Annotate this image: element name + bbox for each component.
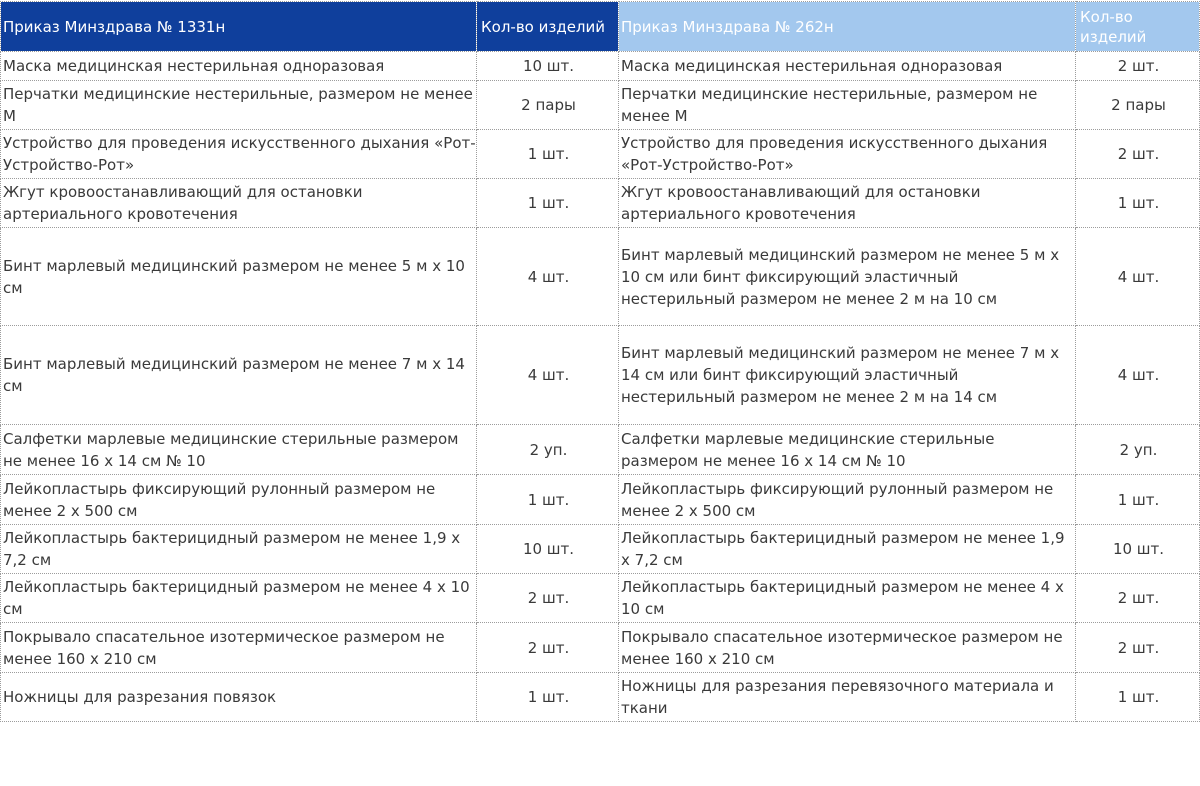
right-item-qty: 2 пары xyxy=(1076,81,1200,130)
left-item-name: Маска медицинская нестерильная одноразовая xyxy=(1,52,477,81)
right-item-qty: 4 шт. xyxy=(1076,326,1200,425)
right-item-qty: 2 шт. xyxy=(1076,623,1200,673)
right-item-name: Лейкопластырь бактерицидный размером не менее 4 х 10 см xyxy=(619,574,1076,623)
left-item-qty: 4 шт. xyxy=(477,326,619,425)
left-item-name: Перчатки медицинские нестерильные, размером не менее М xyxy=(1,81,477,130)
right-item-qty: 4 шт. xyxy=(1076,228,1200,326)
right-item-name: Перчатки медицинские нестерильные, размером не менее М xyxy=(619,81,1076,130)
right-item-qty: 1 шт. xyxy=(1076,673,1200,722)
table-row xyxy=(1,623,1200,673)
right-item-qty: 1 шт. xyxy=(1076,475,1200,525)
table-row xyxy=(1,179,1200,228)
left-item-qty: 1 шт. xyxy=(477,475,619,525)
table-row xyxy=(1,228,1200,326)
table-row xyxy=(1,52,1200,81)
table-row xyxy=(1,525,1200,574)
right-item-name: Лейкопластырь фиксирующий рулонный размером не менее 2 х 500 см xyxy=(619,475,1076,525)
right-item-qty: 1 шт. xyxy=(1076,179,1200,228)
comparison-table xyxy=(0,1,1200,722)
table-row xyxy=(1,130,1200,179)
header-row xyxy=(1,2,1200,52)
left-item-name: Покрывало спасательное изотермическое размером не менее 160 х 210 см xyxy=(1,623,477,673)
left-item-name: Ножницы для разрезания повязок xyxy=(1,673,477,722)
left-item-qty: 2 уп. xyxy=(477,425,619,475)
right-item-name: Ножницы для разрезания перевязочного материала и ткани xyxy=(619,673,1076,722)
left-item-qty: 4 шт. xyxy=(477,228,619,326)
left-item-qty: 10 шт. xyxy=(477,525,619,574)
left-item-name: Салфетки марлевые медицинские стерильные размером не менее 16 х 14 см № 10 xyxy=(1,425,477,475)
right-item-name: Лейкопластырь бактерицидный размером не менее 1,9 х 7,2 см xyxy=(619,525,1076,574)
right-item-name: Бинт марлевый медицинский размером не менее 7 м х 14 см или бинт фиксирующий эластичный нестерильный размером не менее 2 м на 14 см xyxy=(619,326,1076,425)
table-body xyxy=(1,52,1200,722)
right-item-name: Салфетки марлевые медицинские стерильные размером не менее 16 х 14 см № 10 xyxy=(619,425,1076,475)
right-item-qty: 2 уп. xyxy=(1076,425,1200,475)
left-item-qty: 2 шт. xyxy=(477,574,619,623)
left-item-qty: 1 шт. xyxy=(477,673,619,722)
right-item-qty: 2 шт. xyxy=(1076,574,1200,623)
left-item-qty: 1 шт. xyxy=(477,130,619,179)
header-order-262n: Приказ Минздрава № 262н xyxy=(619,2,1076,52)
right-item-qty: 10 шт. xyxy=(1076,525,1200,574)
right-item-qty: 2 шт. xyxy=(1076,130,1200,179)
table-row xyxy=(1,574,1200,623)
right-item-name: Устройство для проведения искусственного дыхания «Рот-Устройство-Рот» xyxy=(619,130,1076,179)
left-item-name: Устройство для проведения искусственного дыхания «Рот-Устройство-Рот» xyxy=(1,130,477,179)
left-item-qty: 1 шт. xyxy=(477,179,619,228)
header-order-1331n: Приказ Минздрава № 1331н xyxy=(1,2,477,52)
table-row xyxy=(1,326,1200,425)
right-item-name: Маска медицинская нестерильная одноразовая xyxy=(619,52,1076,81)
right-item-name: Бинт марлевый медицинский размером не менее 5 м х 10 см или бинт фиксирующий эластичный нестерильный размером не менее 2 м на 10 см xyxy=(619,228,1076,326)
right-item-name: Жгут кровоостанавливающий для остановки артериального кровотечения xyxy=(619,179,1076,228)
left-item-qty: 10 шт. xyxy=(477,52,619,81)
left-item-name: Лейкопластырь бактерицидный размером не менее 1,9 х 7,2 см xyxy=(1,525,477,574)
left-item-name: Бинт марлевый медицинский размером не менее 5 м х 10 см xyxy=(1,228,477,326)
table-row xyxy=(1,673,1200,722)
table-row xyxy=(1,425,1200,475)
left-item-name: Бинт марлевый медицинский размером не менее 7 м х 14 см xyxy=(1,326,477,425)
table-row xyxy=(1,81,1200,130)
header-qty-262n: Кол-во изделий xyxy=(1076,2,1200,52)
right-item-name: Покрывало спасательное изотермическое размером не менее 160 х 210 см xyxy=(619,623,1076,673)
left-item-qty: 2 шт. xyxy=(477,623,619,673)
right-item-qty: 2 шт. xyxy=(1076,52,1200,81)
table-header xyxy=(1,2,1200,52)
left-item-name: Лейкопластырь бактерицидный размером не менее 4 х 10 см xyxy=(1,574,477,623)
header-qty-1331n: Кол-во изделий xyxy=(477,2,619,52)
left-item-name: Жгут кровоостанавливающий для остановки артериального кровотечения xyxy=(1,179,477,228)
left-item-name: Лейкопластырь фиксирующий рулонный размером не менее 2 х 500 см xyxy=(1,475,477,525)
left-item-qty: 2 пары xyxy=(477,81,619,130)
table-row xyxy=(1,475,1200,525)
